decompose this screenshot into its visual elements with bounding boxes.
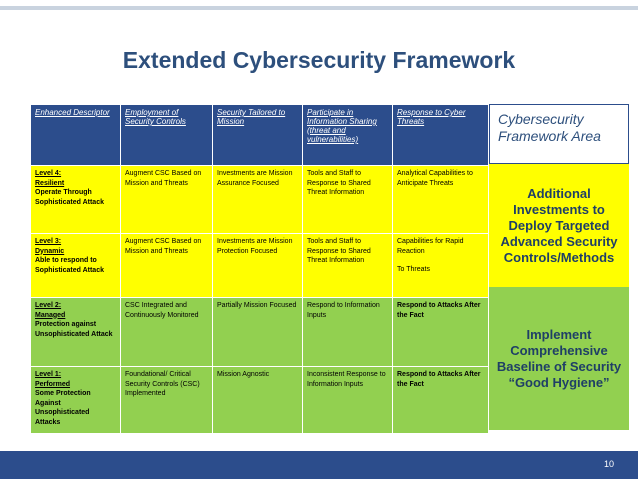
level-desc: Able to respond to Sophisticated Attack — [35, 257, 104, 274]
table-cell: Mission Agnostic — [213, 367, 303, 434]
side-green-text: Implement Comprehensive Baseline of Security “Good Hygiene” — [496, 326, 622, 390]
table-row-level-4 — [31, 166, 489, 234]
header-cell: Participate in Information Sharing (threat and vulnerabilities) — [303, 105, 393, 166]
framework-table — [30, 104, 489, 434]
level-cell — [31, 298, 121, 367]
level-name: Performed — [35, 380, 71, 388]
header-cell: Employment of Security Controls — [121, 105, 213, 166]
side-header: Cybersecurity Framework Area — [489, 104, 629, 164]
table-cell: Respond to Information Inputs — [303, 298, 393, 367]
top-decor-bar — [0, 0, 638, 24]
table-cell: Tools and Staff to Response to Shared Threat Information — [303, 166, 393, 234]
table-cell — [393, 234, 489, 298]
level-desc: Some Protection Against Unsophisticated Attacks — [35, 390, 91, 426]
level-cell — [31, 367, 121, 434]
level-desc: Operate Through Sophisticated Attack — [35, 189, 104, 206]
header-cell: Security Tailored to Mission — [213, 105, 303, 166]
table-cell: Partially Mission Focused — [213, 298, 303, 367]
table-cell: Investments are Mission Protection Focused — [213, 234, 303, 298]
table-header-row — [31, 105, 489, 166]
side-yellow-box — [489, 164, 629, 287]
table-cell: Investments are Mission Assurance Focused — [213, 166, 303, 234]
table-cell: Analytical Capabilities to Anticipate Threats — [393, 166, 489, 234]
header-cell: Response to Cyber Threats — [393, 105, 489, 166]
table-cell: Inconsistent Response to Information Inputs — [303, 367, 393, 434]
level-name: Dynamic — [35, 247, 65, 255]
table-cell: CSC Integrated and Continuously Monitored — [121, 298, 213, 367]
level-label: Level 3: — [35, 238, 62, 245]
level-name: Managed — [35, 311, 66, 319]
page-number: 10 — [603, 459, 614, 469]
level-cell — [31, 166, 121, 234]
level-desc: Protection against Unsophisticated Attack — [35, 321, 113, 338]
level-cell — [31, 234, 121, 298]
cell-line: To Threats — [397, 266, 430, 273]
table-row-level-2 — [31, 298, 489, 367]
level-label: Level 2: — [35, 302, 62, 309]
level-label: Level 4: — [35, 170, 62, 177]
side-yellow-text: Additional Investments to Deploy Targeted Advanced Security Controls/Methods — [500, 185, 618, 265]
table-cell: Respond to Attacks After the Fact — [393, 367, 489, 434]
bottom-bar — [0, 451, 638, 479]
table-row-level-1 — [31, 367, 489, 434]
table-cell: Augment CSC Based on Mission and Threats — [121, 166, 213, 234]
top-stripe — [0, 6, 638, 10]
level-name: Resilient — [35, 179, 65, 187]
header-cell: Enhanced Descriptor — [31, 105, 121, 166]
table-row-level-3 — [31, 234, 489, 298]
side-green-box — [489, 287, 629, 430]
table-cell: Respond to Attacks After the Fact — [393, 298, 489, 367]
table-cell: Tools and Staff to Response to Shared Threat Information — [303, 234, 393, 298]
level-label: Level 1: — [35, 371, 62, 378]
cell-line: Capabilities for Rapid Reaction — [397, 238, 464, 255]
table-cell: Augment CSC Based on Mission and Threats — [121, 234, 213, 298]
slide-title: Extended Cybersecurity Framework — [122, 47, 516, 73]
table-cell: Foundational/ Critical Security Controls (CSC) Implemented — [121, 367, 213, 434]
